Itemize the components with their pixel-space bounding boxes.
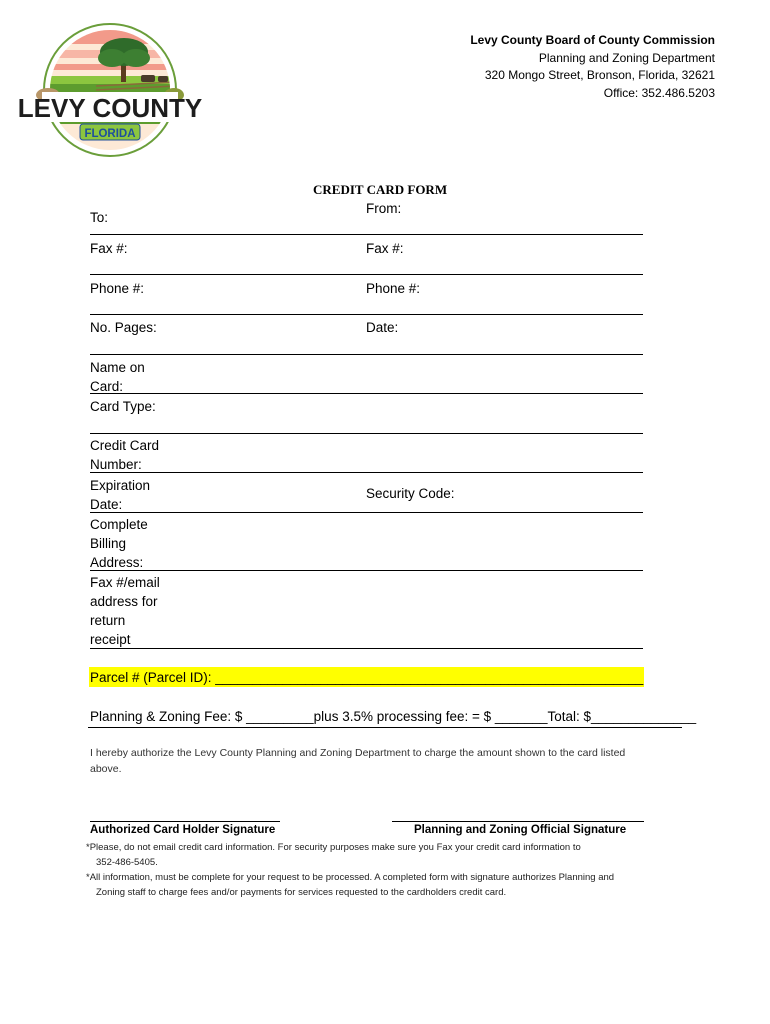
fax-line[interactable] xyxy=(90,274,643,275)
pages-label: No. Pages: xyxy=(90,320,157,335)
parcel-id-field[interactable]: Parcel # (Parcel ID): _________________________________________________________ xyxy=(90,670,644,685)
card-holder-signature-label: Authorized Card Holder Signature xyxy=(90,824,276,836)
org-name: Levy County Board of County Commission xyxy=(470,33,715,47)
phone-line[interactable] xyxy=(90,314,643,315)
street-address: 320 Mongo Street, Bronson, Florida, 32621 xyxy=(484,68,715,82)
letterhead xyxy=(470,32,715,102)
levy-county-seal-icon xyxy=(17,20,203,168)
logo-state-text: FLORIDA xyxy=(84,128,136,140)
expiration-line[interactable] xyxy=(90,512,643,513)
phone-right-label: Phone #: xyxy=(366,281,421,296)
card-holder-signature-line[interactable] xyxy=(90,821,280,822)
office-phone: Office: 352.486.5203 xyxy=(603,85,715,100)
cc-number-label: Credit Card Number: xyxy=(90,438,160,472)
card-type-label: Card Type: xyxy=(90,399,156,414)
official-signature-line[interactable] xyxy=(392,821,644,822)
dept-name: Planning and Zoning Department xyxy=(538,50,715,65)
note-2: *All information, must be complete for your request to be processed. A completed form with signature authorizes Planning and xyxy=(86,872,615,883)
billing-address-label: Complete Billing Address: xyxy=(90,517,148,570)
to-from-line[interactable] xyxy=(90,234,643,235)
official-signature-label: Planning and Zoning Official Signature xyxy=(414,824,627,836)
from-label: From: xyxy=(366,201,402,216)
security-code-label: Security Code: xyxy=(366,486,455,501)
logo-county-text: LEVY COUNTY xyxy=(17,93,203,123)
note-2-cont: Zoning staff to charge fees and/or payments for services requested to the cardholders credit card. xyxy=(96,887,507,898)
authorization-text: I hereby authorize the Levy County Planning and Zoning Department to charge the amount shown to the card listed above. xyxy=(90,747,626,775)
phone-left-label: Phone #: xyxy=(90,281,145,296)
name-on-card-line[interactable] xyxy=(90,393,643,394)
notes xyxy=(86,840,706,900)
fee-underline xyxy=(88,727,682,728)
fee-line[interactable]: Planning & Zoning Fee: $ _________plus 3.5% processing fee: = $ _______Total: $______________ xyxy=(90,709,697,724)
cc-number-line[interactable] xyxy=(90,472,643,473)
name-on-card-label: Name on Card: xyxy=(90,360,145,394)
receipt-contact-label: Fax #/email address for return receipt xyxy=(90,575,160,647)
to-label: To: xyxy=(90,210,109,225)
expiration-label: Expiration Date: xyxy=(90,478,151,512)
note-1-cont: 352-486-5405. xyxy=(96,857,158,868)
receipt-contact-line[interactable] xyxy=(90,648,643,649)
pages-date-line[interactable] xyxy=(90,354,643,355)
note-1: *Please, do not email credit card information. For security purposes make sure you Fax your credit card information to xyxy=(86,842,581,853)
fax-right-label: Fax #: xyxy=(366,241,404,256)
form-title: CREDIT CARD FORM xyxy=(313,182,448,197)
levy-county-logo xyxy=(17,20,203,168)
date-label: Date: xyxy=(366,320,399,335)
card-type-line[interactable] xyxy=(90,433,643,434)
fax-left-label: Fax #: xyxy=(90,241,128,256)
billing-address-line[interactable] xyxy=(90,570,643,571)
